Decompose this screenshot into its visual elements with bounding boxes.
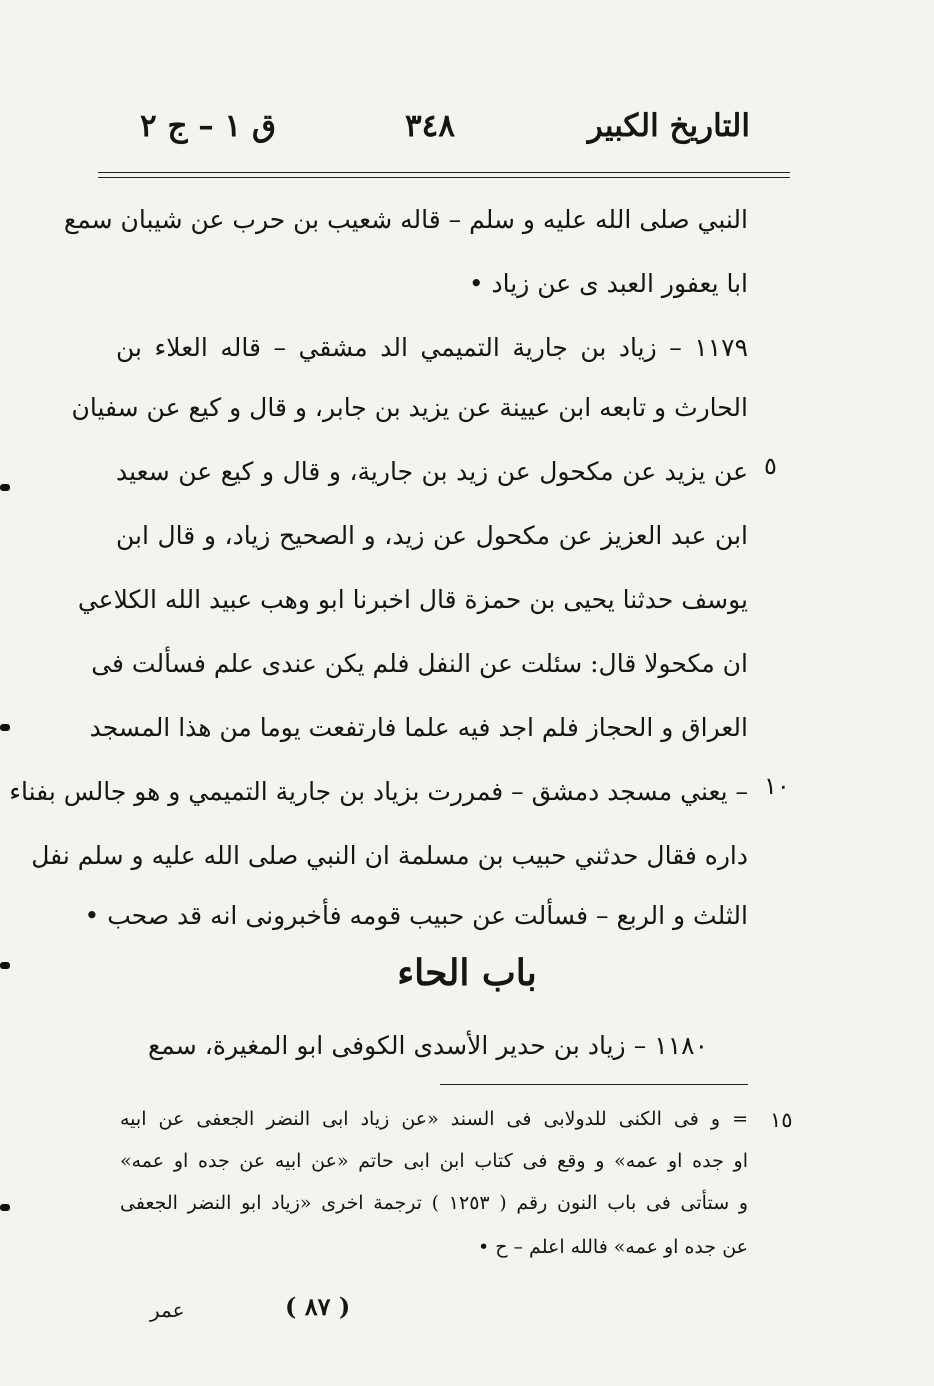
edge-mark [0, 962, 10, 969]
footnote-rule [440, 1084, 748, 1085]
book-title: التاريخ الكبير [587, 108, 750, 144]
body-line-entry-1180: ١١٨٠ – زياد بن حدير الأسدى الكوفى ابو المغيرة، سمع [148, 1031, 708, 1060]
body-line: يوسف حدثنا يحيى بن حمزة قال اخبرنا ابو وهب عبيد الله الكلاعي [77, 585, 748, 614]
body-line: العراق و الحجاز فلم اجد فيه علما فارتفعت يوما من هذا المسجد [89, 713, 748, 742]
margin-line-number: ٥ [764, 452, 777, 480]
section-heading: باب الحاء [397, 952, 537, 994]
header-rule-double [98, 177, 790, 178]
body-line: ان مكحولا قال: سئلت عن النفل فلم يكن عندى علم فسألت فى [91, 649, 748, 678]
margin-line-number: ١٠ [764, 772, 790, 800]
edge-mark [0, 484, 10, 491]
body-line: ابا يعفور العبد ى عن زياد • [468, 269, 748, 298]
footnote-line-number: ١٥ [770, 1108, 793, 1132]
edge-mark [0, 724, 10, 731]
footnote-line: = و فى الكنى للدولابى فى السند «عن زياد ابى النضر الجعفى عن ابيه [120, 1108, 748, 1130]
body-line: الحارث و تابعه ابن عيينة عن يزيد بن جابر، و قال و كيع عن سفيان [71, 393, 748, 422]
body-line: – يعني مسجد دمشق – فمررت بزياد بن جارية التميمي و هو جالس بفناء [9, 777, 748, 806]
running-header [110, 108, 750, 158]
catchword: عمر [150, 1298, 185, 1322]
page-number: ٣٤٨ [405, 108, 455, 144]
edge-mark [0, 1204, 10, 1211]
footnote-line: او جده او عمه» و وقع فى كتاب ابن ابى حاتم «عن ابيه عن جده او عمه» [120, 1150, 748, 1172]
volume-part: ق ١ – ج ٢ [140, 108, 277, 144]
footnote-line: عن جده او عمه» فالله اعلم – ح • [477, 1236, 748, 1258]
body-line: النبي صلى الله عليه و سلم – قاله شعيب بن حرب عن شيبان سمع [63, 205, 748, 234]
body-line: الثلث و الربع – فسألت عن حبيب قومه فأخبرونى انه قد صحب • [84, 901, 748, 930]
footnote-line: و ستأتى فى باب النون رقم ( ١٢٥٣ ) ترجمة اخرى «زياد ابو النضر الجعفى [120, 1192, 748, 1214]
body-line: ابن عبد العزيز عن مكحول عن زيد، و الصحيح زياد، و قال ابن [116, 521, 748, 550]
body-line: عن يزيد عن مكحول عن زيد بن جارية، و قال و كيع عن سعيد [116, 457, 748, 486]
body-line: داره فقال حدثني حبيب بن مسلمة ان النبي صلى الله عليه و سلم نفل [31, 841, 748, 870]
body-line-entry-1179: ١١٧٩ – زياد بن جارية التميمي الد مشقي – قاله العلاء بن [116, 333, 748, 362]
header-rule [98, 172, 790, 173]
signature-mark: ( ٨٧ ) [285, 1292, 351, 1321]
